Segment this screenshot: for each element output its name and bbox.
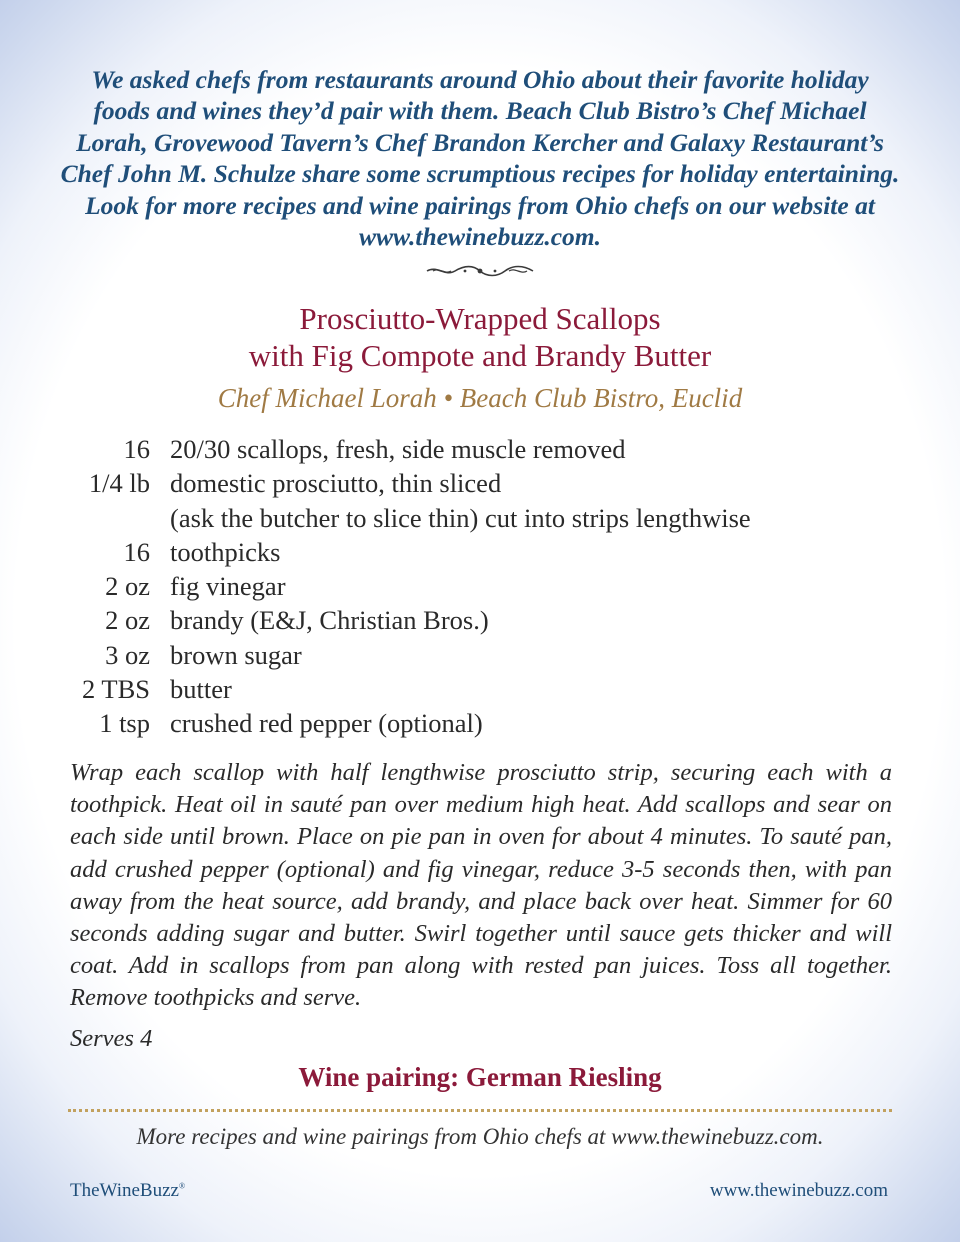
ingredient-item: crushed red pepper (optional) xyxy=(170,708,483,739)
more-recipes-note: More recipes and wine pairings from Ohio chefs at www.thewinebuzz.com. xyxy=(136,1124,824,1149)
website-link[interactable]: www.thewinebuzz.com xyxy=(709,1180,888,1201)
wine-pairing: Wine pairing: German Riesling xyxy=(298,1062,662,1092)
ingredient-quantity: 3 oz xyxy=(105,639,150,670)
ornamental-flourish-icon xyxy=(425,264,535,278)
ingredient-quantity: 1 tsp xyxy=(99,708,150,739)
ingredient-quantity: 16 xyxy=(123,536,150,567)
ingredient-item: brandy (E&J, Christian Bros.) xyxy=(170,605,489,636)
chef-byline: Chef Michael Lorah • Beach Club Bistro, Euclid xyxy=(217,383,743,413)
ingredient-row xyxy=(60,466,900,500)
recipe-title-line-2: with Fig Compote and Brandy Butter xyxy=(248,338,712,373)
ingredient-item: fig vinegar xyxy=(170,571,286,602)
recipe-title xyxy=(60,300,900,374)
ingredient-item: brown sugar xyxy=(170,639,302,670)
method-paragraph: Wrap each scallop with half lengthwise prosciutto strip, securing each with a toothpick. Heat oil in sauté pan over medium high heat. Add scallops and sear on each side until brown. Place on pie pan in oven for about 4 minutes. To sauté pan, add crushed pepper (optional) and fig vinegar, reduce 3-5 seconds then, with pan away from the heat source, add brandy, and place back over heat. Simmer for 60 seconds adding sugar and butter. Swirl together until sauce gets thicker and will coat. Add in scallops from pan along with rested pan juices. Toss all together. Remove toothpicks and serve. xyxy=(70,759,892,1012)
ingredient-row xyxy=(60,638,900,672)
brand-logo xyxy=(70,1180,185,1202)
ingredient-row xyxy=(60,501,900,535)
brand-name: TheWineBuzz xyxy=(70,1180,179,1201)
ingredient-item: 20/30 scallops, fresh, side muscle removed xyxy=(170,434,626,464)
recipe-title-line-1: Prosciutto-Wrapped Scallops xyxy=(299,301,661,336)
ingredient-row xyxy=(60,603,900,637)
ingredient-item: butter xyxy=(170,674,232,705)
ingredient-row xyxy=(60,706,900,740)
ingredients-list xyxy=(60,432,900,741)
ingredient-row xyxy=(60,672,900,706)
ingredient-item: domestic prosciutto, thin sliced xyxy=(170,468,502,499)
ingredient-quantity xyxy=(60,501,170,535)
ingredient-quantity: 2 oz xyxy=(105,571,150,602)
ingredient-quantity: 2 TBS xyxy=(82,674,150,705)
ingredient-item: (ask the butcher to slice thin) cut into strips lengthwise xyxy=(170,502,751,533)
dotted-divider xyxy=(68,1109,892,1112)
ingredient-row xyxy=(60,432,900,466)
intro-paragraph: We asked chefs from restaurants around Ohio about their favorite holiday foods and wines they’d pair with them. Beach Club Bistro’s Chef Michael Lorah, Grovewood Tavern’s Chef Brandon Kercher and Galaxy Restaurant’s Chef John M. Schulze share some scrumptious recipes for holiday entertaining. Look for more recipes and wine pairings from Ohio chefs on our website at www.thewinebuzz.com. xyxy=(60,65,900,252)
serves-note: Serves 4 xyxy=(70,1025,153,1052)
ingredient-item: toothpicks xyxy=(170,536,281,567)
ingredient-quantity: 1/4 lb xyxy=(88,468,150,499)
ingredient-row xyxy=(60,535,900,569)
ingredient-quantity: 2 oz xyxy=(105,605,150,636)
ingredient-row xyxy=(60,569,900,603)
ingredient-quantity: 16 xyxy=(123,434,150,464)
registered-mark: ® xyxy=(178,1181,186,1191)
